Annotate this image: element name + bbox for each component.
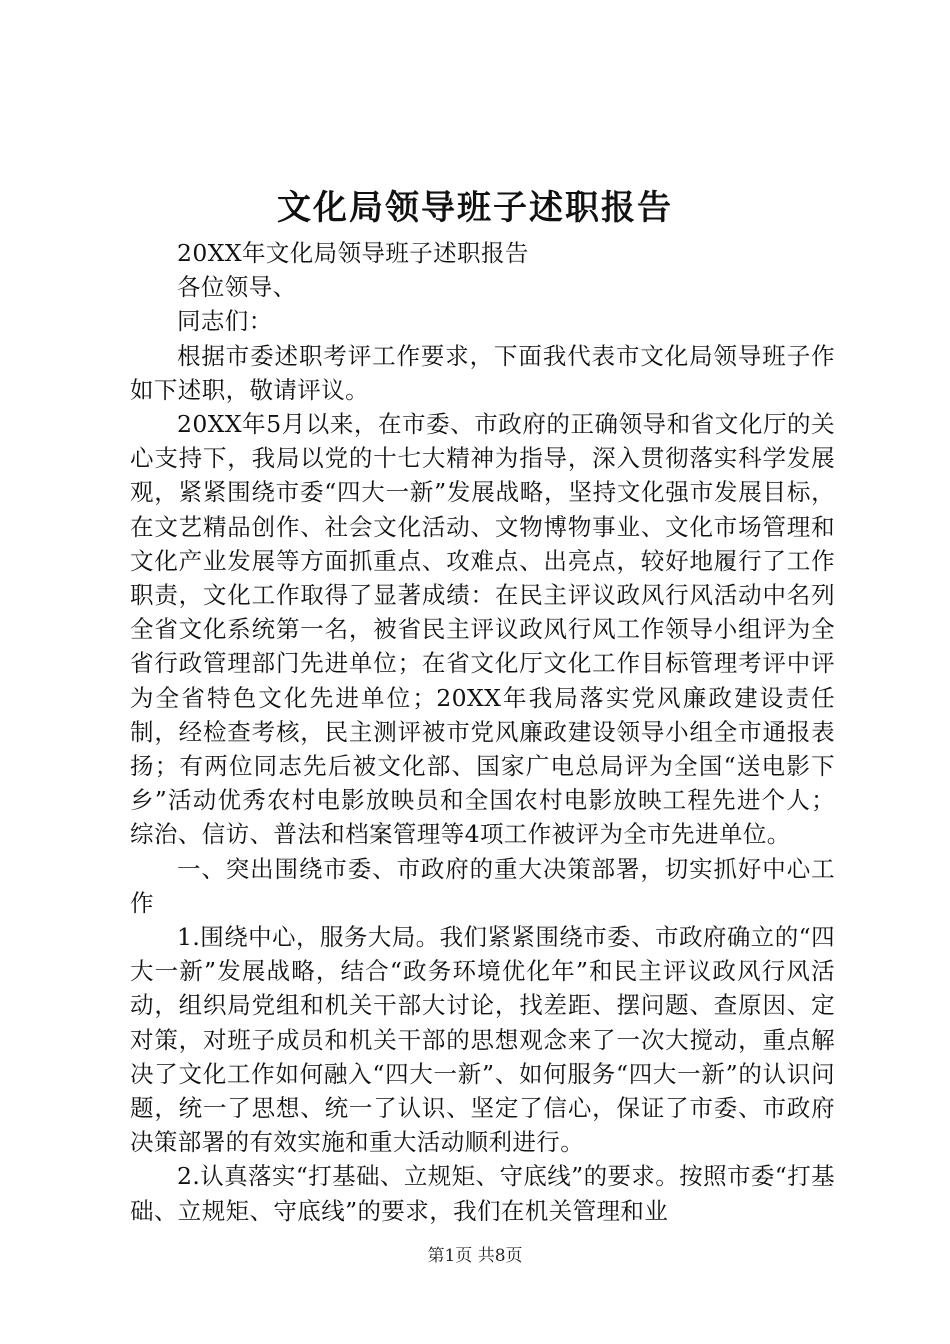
- paragraph-intro: 根据市委述职考评工作要求，下面我代表市文化局领导班子作如下述职，敬请评议。: [130, 341, 835, 404]
- paragraph-achievements: 20XX年5月以来，在市委、市政府的正确领导和省文化厅的关心支持下，我局以党的十七大精神为指导，深入贯彻落实科学发展观，紧紧围绕市委“四大一新”发展战略，坚持文化强市发展目标，在文艺精品创作、社会文化活动、文物博物事业、文化市场管理和文化产业发展等方面抓重点、攻难点、出亮点，较好地履行了工作职责，文化工作取得了显著成绩：在民主评议政风行风活动中名列全省文化系统第一名，被省民主评议政风行风工作领导小组评为全省行政管理部门先进单位；在省文化厅文化工作目标管理考评中评为全省特色文化先进单位；20XX年我局落实党风廉政建设责任制，经检查考核，民主测评被市党风廉政建设领导小组全市通报表扬；有两位同志先后被文化部、国家广电总局评为全国“送电影下乡”活动优秀农村电影放映员和全国农村电影放映工程先进个人；综治、信访、普法和档案管理等4项工作被评为全市先进单位。: [130, 410, 835, 849]
- paragraph-section-heading-1: 一、突出围绕市委、市政府的重大决策部署，切实抓好中心工作: [130, 854, 835, 917]
- page-footer: 第1页 共8页: [427, 1246, 523, 1266]
- paragraph-item-2: 2.认真落实“打基础、立规矩、守底线”的要求。按照市委“打基础、立规矩、守底线”的要求，我们在机关管理和业: [130, 1162, 835, 1225]
- paragraph-subtitle: 20XX年文化局领导班子述职报告: [177, 239, 529, 267]
- paragraph-item-1: 1.围绕中心，服务大局。我们紧紧围绕市委、市政府确立的“四大一新”发展战略，结合“政务环境优化年”和民主评议政风行风活动，组织局党组和机关干部大讨论，找差距、摆问题、查原因、定对策，对班子成员和机关干部的思想观念来了一次大搅动，重点解决了文化工作如何融入“四大一新”、如何服务“四大一新”的认识问题，统一了思想、统一了认识、坚定了信心，保证了市委、市政府决策部署的有效实施和重大活动顺利进行。: [130, 923, 835, 1157]
- document-body: [130, 236, 835, 1228]
- document-title: 文化局领导班子述职报告: [277, 188, 673, 228]
- paragraph-salutation-comrades: 同志们：: [177, 307, 273, 336]
- paragraph-salutation-leaders: 各位领导、: [177, 273, 297, 302]
